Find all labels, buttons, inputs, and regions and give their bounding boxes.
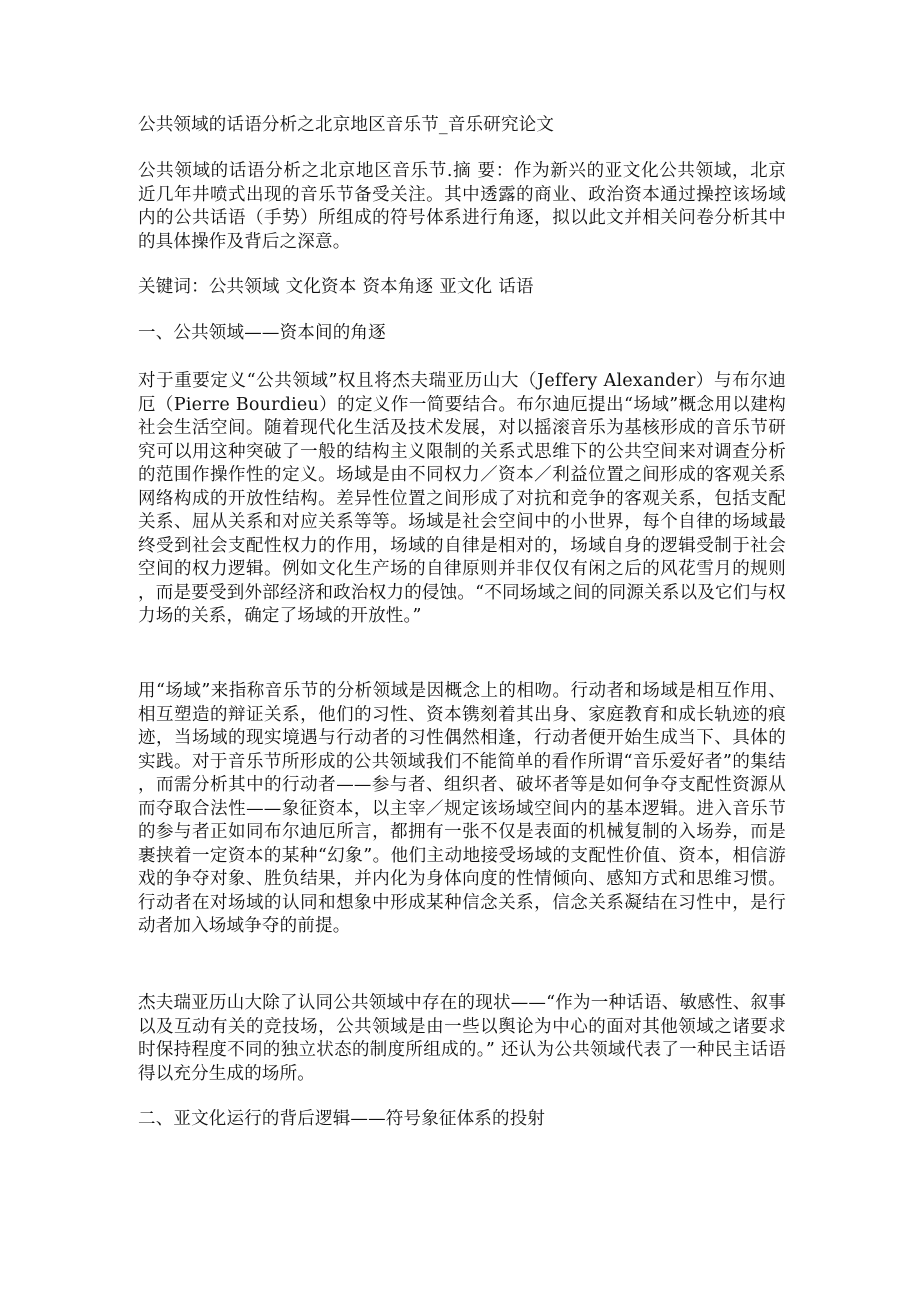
keyword: 亚文化 <box>439 277 493 297</box>
keywords-line <box>138 276 786 300</box>
keyword: 话语 <box>498 277 534 297</box>
keyword: 公共领域 <box>208 277 280 297</box>
section-2-heading: 二、亚文化运行的背后逻辑——符号象征体系的投射 <box>138 1109 546 1129</box>
keyword: 文化资本 <box>285 277 357 297</box>
abstract-paragraph: 公共领域的话语分析之北京地区音乐节.摘 要：作为新兴的亚文化公共领域，北京近几年井喷式出现的音乐节备受关注。其中透露的商业、政治资本通过操控该场域内的公共话语（手势）所组成的符号体系进行角逐，拟以此文并相关问卷分析其中的具体操作及背后之深意。 <box>138 161 786 252</box>
document-title: 公共领域的话语分析之北京地区音乐节_音乐研究论文 <box>138 115 555 135</box>
body-paragraph-1: 对于重要定义“公共领域”权且将杰夫瑞亚历山大（Jeffery Alexander）与布尔迪厄（Pierre Bourdieu）的定义作一简要结合。布尔迪厄提出“场域”概念用以建构社会生活空间。随着现代化生活及技术发展，对以摇滚音乐为基核形成的音乐节研究可以用这种突破了一般的结构主义限制的关系式思维下的公共空间来对调查分析的范围作操作性的定义。场域是由不同权力／资本／利益位置之间形成的客观关系网络构成的开放性结构。差异性位置之间形成了对抗和竞争的客观关系，包括支配关系、屈从关系和对应关系等等。场域是社会空间中的小世界，每个自律的场域最终受到社会支配性权力的作用，场域的自律是相对的，场域自身的逻辑受制于社会空间的权力逻辑。例如文化生产场的自律原则并非仅仅有闲之后的风花雪月的规则，而是要受到外部经济和政治权力的侵蚀。“不同场域之间的同源关系以及它们与权力场的关系，确定了场域的开放性。” <box>138 371 786 626</box>
keyword: 资本角逐 <box>362 277 434 297</box>
section-1-heading: 一、公共领域——资本间的角逐 <box>138 323 386 343</box>
body-paragraph-3: 杰夫瑞亚历山大除了认同公共领域中存在的现状——“作为一种话语、敏感性、叙事以及互动有关的竞技场，公共领域是由一些以舆论为中心的面对其他领域之诸要求时保持程度不同的独立状态的制度所组成的。” 还认为公共领域代表了一种民主话语得以充分生成的场所。 <box>138 993 786 1084</box>
body-paragraph-2: 用“场域”来指称音乐节的分析领域是因概念上的相吻。行动者和场域是相互作用、相互塑造的辩证关系，他们的习性、资本镌刻着其出身、家庭教育和成长轨迹的痕迹，当场域的现实境遇与行动者的习性偶然相逢，行动者便开始生成当下、具体的实践。对于音乐节所形成的公共领域我们不能简单的看作所谓“音乐爱好者”的集结，而需分析其中的行动者——参与者、组织者、破坏者等是如何争夺支配性资源从而夺取合法性——象征资本，以主宰／规定该场域空间内的基本逻辑。进入音乐节的参与者正如同布尔迪厄所言，都拥有一张不仅是表面的机械复制的入场券，而是裹挟着一定资本的某种“幻象”。他们主动地接受场域的支配性价值、资本，相信游戏的争夺对象、胜负结果，并内化为身体向度的性情倾向、感知方式和思维习惯。行动者在对场域的认同和想象中形成某种信念关系，信念关系凝结在习性中，是行动者加入场域争夺的前提。 <box>138 681 786 936</box>
keywords-label: 关键词： <box>138 277 209 297</box>
